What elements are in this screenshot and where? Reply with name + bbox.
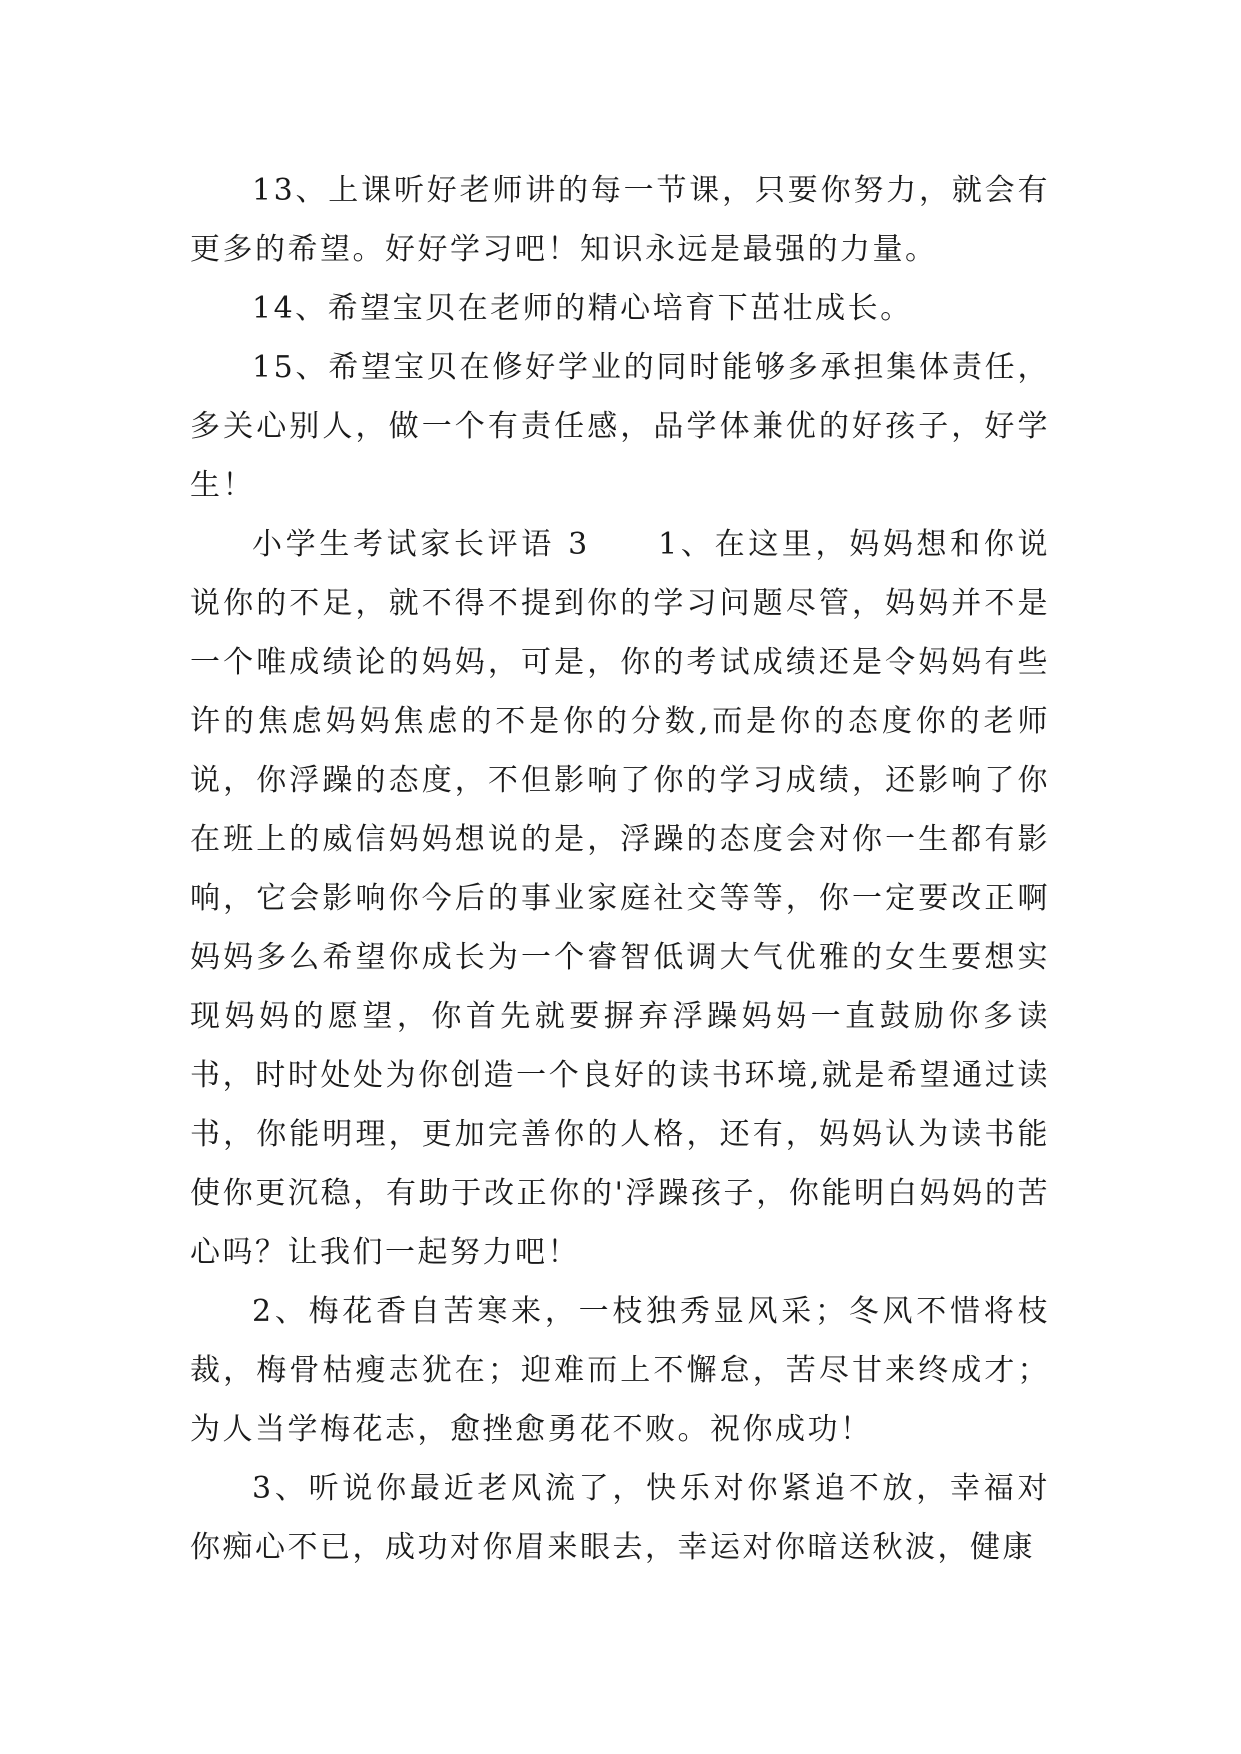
- paragraph-item-2: 2、梅花香自苦寒来，一枝独秀显风采；冬风不惜将枝裁，梅骨枯瘦志犹在；迎难而上不懈怠，苦尽甘来终成才；为人当学梅花志，愈挫愈勇花不败。祝你成功！: [190, 1294, 1050, 1447]
- paragraph-section-3: 小学生考试家长评语 3 1、在这里，妈妈想和你说说你的不足，就不得不提到你的学习问题尽管，妈妈并不是一个唯成绩论的妈妈，可是，你的考试成绩还是令妈妈有些许的焦虑妈妈焦虑的不是你的分数,而是你的态度你的老师说，你浮躁的态度，不但影响了你的学习成绩，还影响了你在班上的威信妈妈想说的是，浮躁的态度会对你一生都有影响，它会影响你今后的事业家庭社交等等，你一定要改正啊妈妈多么希望你成长为一个睿智低调大气优雅的女生要想实现妈妈的愿望，你首先就要摒弃浮躁妈妈一直鼓励你多读书，时时处处为你创造一个良好的读书环境,就是希望通过读书，你能明理，更加完善你的人格，还有，妈妈认为读书能使你更沉稳，有助于改正你的'浮躁孩子，你能明白妈妈的苦心吗？让我们一起努力吧！: [190, 527, 1050, 1270]
- paragraph-item-3: 3、听说你最近老风流了，快乐对你紧追不放，幸福对你痴心不已，成功对你眉来眼去，幸运对你暗送秋波，健康: [190, 1471, 1050, 1565]
- document-body: [190, 161, 1050, 1577]
- paragraph-item-15: 15、希望宝贝在修好学业的同时能够多承担集体责任，多关心别人，做一个有责任感，品学体兼优的好孩子，好学生！: [190, 350, 1050, 503]
- paragraph-item-14: 14、希望宝贝在老师的精心培育下茁壮成长。: [252, 291, 913, 326]
- paragraph-item-13: 13、上课听好老师讲的每一节课，只要你努力，就会有更多的希望。好好学习吧！知识永远是最强的力量。: [190, 173, 1050, 267]
